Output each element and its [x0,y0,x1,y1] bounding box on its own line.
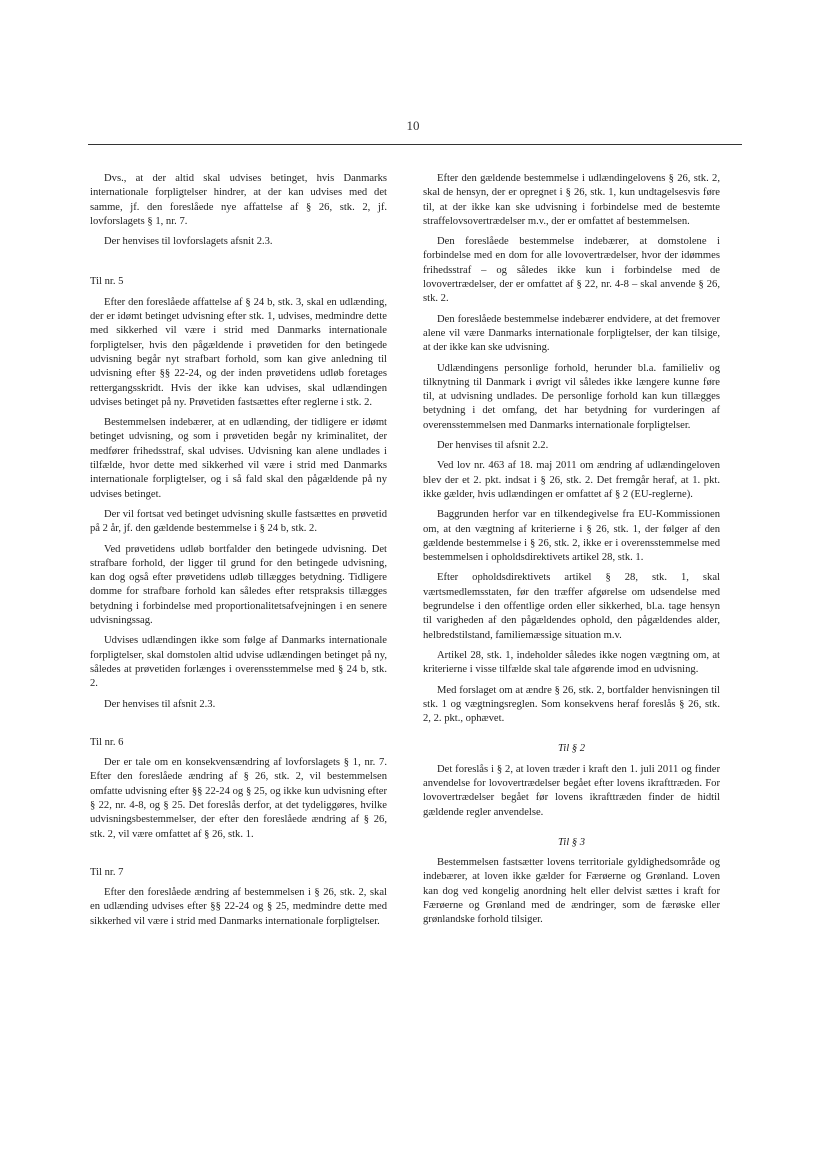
section-heading-nr6: Til nr. 6 [90,736,124,748]
paragraph: Efter den foreslåede ændring af bestemmelsen i § 26, stk. 2, skal en udlænding udvises efter §§ 22-24 og § 25, medmindre dette med sikkerhed vil være i strid med Danmarks internationale forpligtelser. [90,887,387,927]
paragraph: Den foreslåede bestemmelse indebærer endvidere, at det fremover alene vil være Danmarks internationale forpligtelser, der kan tilsige, at der ikke kan ske udvisning. [423,313,720,354]
paragraph: Der vil fortsat ved betinget udvisning skulle fastsættes en prøvetid på 2 år, jf. den gældende bestemmelse i § 24 b, stk. 2. [90,508,387,535]
left-column [90,172,387,935]
paragraph: Den foreslåede bestemmelse indebærer, at domstolene i forbindelse med en dom for alle lovovertrædelser, hvor der idømmes frihedsstraf – og således ikke kun i forbindelse med de lovovertrædelser, der er omfattet af § 22, nr. 4-8 – skal anvende § 26, stk. 2. [423,236,720,305]
paragraph: Artikel 28, stk. 1, indeholder således ikke nogen vægtning om, at kriterierne i visse tilfælde skal tale afgørende imod en udvisning. [423,649,720,676]
paragraph: Der henvises til lovforslagets afsnit 2.3. [104,236,273,248]
paragraph: Der henvises til afsnit 2.3. [104,698,216,710]
paragraph: Der henvises til afsnit 2.2. [437,440,549,452]
section-heading-s3: Til § 3 [557,836,586,848]
paragraph: Efter opholdsdirektivets artikel § 28, stk. 1, skal værtsmedlemsstaten, før den træffer afgørelse om udsendelse med begrundelse i den offentlige orden eller sikkerhed, bl.a. tage hensyn til varigheden af den pågældendes ophold, den pågældendes alder, helbredstilstand, familiemæssige situation m.v. [423,572,720,641]
section-heading-nr5: Til nr. 5 [90,276,124,288]
paragraph: Der er tale om en konsekvensændring af lovforslagets § 1, nr. 7. Efter den foreslåede ændring af § 26, stk. 2, vil bestemmelsen omfatte udvisning efter §§ 22-24 og § 25, og ikke kun udvisning efter § 22, nr. 4-8, og § 25. Det foreslås derfor, at det tydeliggøres, hvilke udvisningsbestemmelser, der efter den foreslåede ændring af § 26, stk. 2, vil være omfattet af § 26, stk. 1. [90,757,387,840]
section-heading-nr7: Til nr. 7 [90,866,124,878]
paragraph: Bestemmelsen indebærer, at en udlænding, der tidligere er idømt betinget udvisning, og som i prøvetiden begår ny kriminalitet, der medfører frihedsstraf, skal udvises. Udvisning kan alene undlades i tilfælde, hvor dette med sikkerhed vil være i strid med Danmarks internationale forpligtelser, og i så fald skal den pågældende på ny udvises betinget. [90,417,387,500]
right-column [423,172,720,934]
paragraph: Efter den foreslåede affattelse af § 24 b, stk. 3, skal en udlænding, der er idømt betinget udvisning efter stk. 1, udvises, medmindre dette med sikkerhed vil være i strid med Danmarks internationale forpligtelser, hvis den pågældende i prøvetiden for den betingede udvisning begår nyt strafbart forhold, som kan give anledning til udvisning efter §§ 22-24, og der inden prøvetidens udløb foretages rettergangsskridt. Hvis der ikke kan udvises, skal udlændingen udvises betinget på ny. Prøvetiden fastsættes efter reglerne i stk. 2. [90,296,387,408]
paragraph: Baggrunden herfor var en tilkendegivelse fra EU-Kommissionen om, at den vægtning af kriterierne i § 26, stk. 1, der følger af den gældende bestemmelse i § 26, stk. 2, ikke er i overensstemmelse med bestemmelsen i opholdsdirektivets artikel 28, stk. 1. [423,509,720,564]
paragraph: Efter den gældende bestemmelse i udlændingelovens § 26, stk. 2, skal de hensyn, der er opregnet i § 26, stk. 1, kun undtagelsesvis føre til, at der ikke kan ske udvisning i forbindelse med de bestemte straffelovsovertrædelser m.v., der er omfattet af bestemmelsen. [423,173,720,227]
paragraph: Det foreslås i § 2, at loven træder i kraft den 1. juli 2011 og finder anvendelse for lovovertrædelser begået efter lovens ikrafttræden. For lovovertrædelser begået før lovens ikrafttræden finder de hidtil gældende regler anvendelse. [423,763,720,818]
paragraph: Udvises udlændingen ikke som følge af Danmarks internationale forpligtelser, skal domstolen altid udvise udlændingen betinget på ny, således at prøvetiden forlænges i overensstemmelse med § 24 b, stk. 2. [90,635,387,690]
paragraph: Med forslaget om at ændre § 26, stk. 2, bortfalder henvisningen til stk. 1 og vægtningsreglen. Som konsekvens heraf foreslås § 26, stk. 2, 2. pkt., ophævet. [423,684,720,725]
page-number: 10 [406,118,420,133]
paragraph: Ved prøvetidens udløb bortfalder den betingede udvisning. Det strafbare forhold, der ligger til grund for den betingede udvisning, kan dog også efter prøvetidens udløb tillægges betydning. Tidligere domme for strafbare forhold kan således efter retspraksis tillægges betydning i forbindelse med proportionalitetsafvejningen i en senere udvisningssag. [90,543,387,627]
section-heading-s2: Til § 2 [557,743,586,755]
paragraph: Bestemmelsen fastsætter lovens territoriale gyldighedsområde og indebærer, at loven ikke gælder for Færøerne og Grønland. Loven kan dog ved kongelig anordning helt eller delvist sættes i kraft for Færøerne og Grønland med de ændringer, som de færøske eller grønlandske forhold tilsiger. [423,857,720,926]
paragraph: Dvs., at der altid skal udvises betinget, hvis Danmarks internationale forpligtelser hindrer, at der kan udvises med det samme, jf. den foreslåede nye affattelse af § 26, stk. 2, jf. lovforslagets § 1, nr. 7. [90,173,387,227]
paragraph: Ved lov nr. 463 af 18. maj 2011 om ændring af udlændingeloven blev der et 2. pkt. indsat i § 26, stk. 2. Det fremgår heraf, at 1. pkt. ikke gælder, hvis udlændingen er omfattet af § 2 (EU-reglerne). [423,460,720,500]
header-rule [88,144,742,145]
paragraph: Udlændingens personlige forhold, herunder bl.a. familieliv og tilknytning til Danmark i øvrigt vil således ikke længere kunne føre til, at udvisning undlades. De personlige forhold kan kun tillægges betydning i det omfang, det har betydning for vurderingen af overensstemmelsen med Danmarks internationale forpligtelser. [423,362,720,431]
